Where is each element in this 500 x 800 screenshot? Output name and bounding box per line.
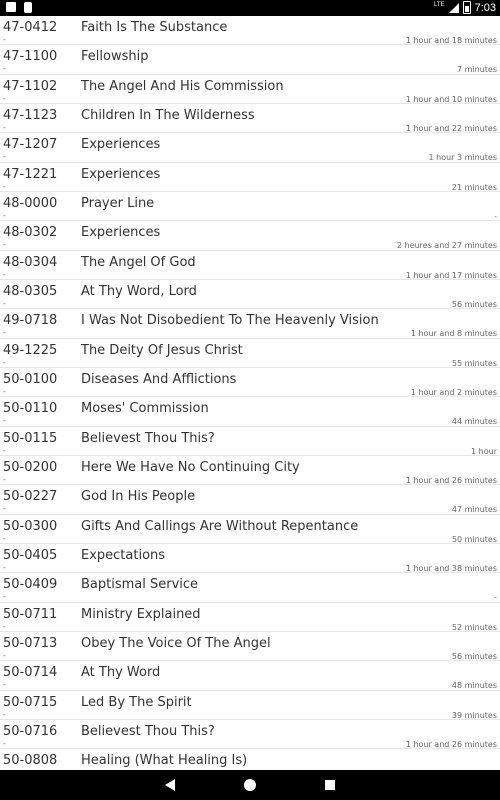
list-item[interactable] — [0, 485, 500, 514]
item-duration: 1 hour and 38 minutes — [405, 563, 497, 573]
list-item[interactable] — [0, 544, 500, 573]
item-code: 50-0110 — [3, 401, 58, 417]
list-item[interactable] — [0, 104, 500, 133]
item-code: 49-1225 — [3, 342, 58, 358]
item-duration: 1 hour and 8 minutes — [410, 329, 497, 339]
item-title: The Deity Of Jesus Christ — [81, 342, 243, 358]
signal-icon — [449, 3, 459, 13]
item-code: 47-1123 — [3, 107, 58, 123]
list-item[interactable] — [0, 661, 500, 690]
item-title: Experiences — [81, 166, 161, 182]
item-duration: 1 hour and 26 minutes — [405, 739, 497, 749]
item-code: 48-0302 — [3, 225, 58, 241]
item-duration: - — [494, 593, 497, 603]
item-subtitle: - — [3, 621, 6, 631]
item-code: 50-0409 — [3, 577, 58, 593]
item-code: 47-0412 — [3, 20, 58, 35]
item-duration: 1 hour and 22 minutes — [405, 123, 497, 133]
list-item[interactable] — [0, 632, 500, 661]
item-duration: 1 hour and 26 minutes — [405, 475, 497, 485]
item-duration: 50 minutes — [451, 534, 497, 544]
list-item[interactable] — [0, 309, 500, 338]
status-bar — [0, 0, 500, 16]
item-subtitle: - — [3, 445, 6, 455]
item-subtitle: - — [3, 93, 6, 103]
item-code: 50-0100 — [3, 371, 58, 387]
item-subtitle: - — [3, 709, 6, 719]
item-code: 47-1221 — [3, 166, 58, 182]
list-item[interactable] — [0, 427, 500, 456]
item-subtitle: - — [3, 269, 6, 279]
item-subtitle: - — [3, 562, 6, 572]
list-item[interactable] — [0, 192, 500, 221]
item-title: Moses' Commission — [81, 401, 209, 417]
item-title: At Thy Word, Lord — [81, 283, 197, 299]
item-subtitle: - — [3, 533, 6, 543]
item-duration: 44 minutes — [451, 417, 497, 427]
item-code: 50-0405 — [3, 547, 58, 563]
item-subtitle: - — [3, 357, 6, 367]
item-duration: 55 minutes — [451, 358, 497, 368]
item-title: The Angel Of God — [81, 254, 196, 270]
item-title: Believest Thou This? — [81, 723, 215, 739]
item-code: 47-1102 — [3, 78, 58, 94]
item-duration: 1 hour — [471, 446, 497, 456]
item-code: 50-0713 — [3, 635, 58, 651]
status-right — [434, 1, 496, 14]
item-code: 50-0227 — [3, 489, 58, 505]
item-title: God In His People — [81, 489, 196, 505]
list-item[interactable] — [0, 280, 500, 309]
clock: 7:03 — [474, 1, 496, 14]
item-title: Gifts And Callings Are Without Repentance — [81, 518, 359, 534]
list-item[interactable] — [0, 368, 500, 397]
item-title: Children In The Wilderness — [81, 107, 255, 123]
item-code: 50-0711 — [3, 606, 58, 622]
item-duration: 48 minutes — [451, 681, 497, 691]
item-subtitle: - — [3, 738, 6, 748]
list-item[interactable] — [0, 163, 500, 192]
item-subtitle: - — [3, 298, 6, 308]
item-code: 50-0715 — [3, 694, 58, 710]
network-type: LTE — [434, 1, 445, 8]
item-subtitle: - — [3, 240, 6, 250]
item-code: 47-1207 — [3, 137, 58, 153]
item-duration: 47 minutes — [451, 505, 497, 515]
list-item[interactable] — [0, 221, 500, 250]
item-duration: 2 heures and 27 minutes — [396, 241, 497, 251]
item-duration: 1 hour and 18 minutes — [405, 36, 497, 45]
item-subtitle: - — [3, 386, 6, 396]
item-subtitle: - — [3, 210, 6, 220]
item-code: 48-0305 — [3, 283, 58, 299]
back-icon[interactable] — [165, 779, 175, 791]
list-item[interactable] — [0, 75, 500, 104]
item-title: Experiences — [81, 137, 161, 153]
item-code: 48-0304 — [3, 254, 58, 270]
item-title: Here We Have No Continuing City — [81, 459, 300, 475]
item-subtitle: - — [3, 680, 6, 690]
notification-b-icon — [24, 2, 32, 13]
list-item[interactable] — [0, 691, 500, 720]
item-subtitle: - — [3, 504, 6, 514]
item-subtitle: - — [3, 474, 6, 484]
item-code: 50-0115 — [3, 430, 58, 446]
item-title: Prayer Line — [81, 195, 155, 211]
item-duration: 39 minutes — [451, 710, 497, 720]
item-title: At Thy Word — [81, 665, 161, 681]
item-duration: 1 hour and 17 minutes — [405, 270, 497, 280]
list-item[interactable] — [0, 133, 500, 162]
item-duration: 1 hour 3 minutes — [428, 153, 497, 163]
navigation-bar — [0, 770, 500, 800]
item-title: Healing (What Healing Is) — [81, 753, 248, 769]
item-duration: 21 minutes — [451, 182, 497, 192]
item-subtitle: - — [3, 416, 6, 426]
item-duration: 56 minutes — [451, 299, 497, 309]
item-title: Diseases And Afflictions — [81, 371, 237, 387]
item-subtitle: - — [3, 650, 6, 660]
list-item[interactable] — [0, 603, 500, 632]
item-code: 50-0200 — [3, 459, 58, 475]
item-duration: 7 minutes — [456, 65, 497, 75]
list-item[interactable] — [0, 515, 500, 544]
item-title: Obey The Voice Of The Angel — [81, 635, 271, 651]
item-title: Fellowship — [81, 49, 149, 65]
list-item[interactable] — [0, 456, 500, 485]
item-duration: - — [494, 211, 497, 221]
list-item[interactable] — [0, 339, 500, 368]
item-duration: 56 minutes — [451, 651, 497, 661]
item-code: 49-0718 — [3, 313, 58, 329]
list-item[interactable] — [0, 251, 500, 280]
item-subtitle: - — [3, 64, 6, 74]
item-title: Led By The Spirit — [81, 694, 192, 710]
item-title: I Was Not Disobedient To The Heavenly Vision — [81, 313, 379, 329]
item-code: 50-0808 — [3, 753, 58, 769]
battery-icon — [463, 1, 471, 14]
item-title: The Angel And His Commission — [81, 78, 284, 94]
item-title: Believest Thou This? — [81, 430, 215, 446]
item-subtitle: - — [3, 35, 6, 44]
notification-a-icon — [6, 2, 16, 12]
item-duration: 1 hour and 2 minutes — [410, 387, 497, 397]
item-title: Faith Is The Substance — [81, 20, 228, 35]
list-item[interactable] — [0, 397, 500, 426]
item-code: 48-0000 — [3, 195, 58, 211]
item-subtitle: - — [3, 181, 6, 191]
list-item[interactable] — [0, 749, 500, 770]
item-code: 50-0716 — [3, 723, 58, 739]
item-title: Ministry Explained — [81, 606, 201, 622]
item-duration: 1 hour and 10 minutes — [405, 94, 497, 104]
item-subtitle: - — [3, 328, 6, 338]
list-item[interactable] — [0, 45, 500, 74]
list-item[interactable] — [0, 16, 500, 45]
item-title: Expectations — [81, 547, 166, 563]
status-left — [6, 2, 32, 13]
item-code: 50-0714 — [3, 665, 58, 681]
list-item[interactable] — [0, 720, 500, 749]
list-item[interactable] — [0, 573, 500, 602]
item-subtitle: - — [3, 152, 6, 162]
home-icon[interactable] — [244, 779, 256, 791]
item-subtitle: - — [3, 122, 6, 132]
sermon-list[interactable] — [0, 16, 500, 770]
item-code: 47-1100 — [3, 49, 58, 65]
item-subtitle: - — [3, 592, 6, 602]
item-title: Experiences — [81, 225, 161, 241]
item-code: 50-0300 — [3, 518, 58, 534]
item-duration: 52 minutes — [451, 622, 497, 632]
recents-icon[interactable] — [325, 780, 335, 790]
item-title: Baptismal Service — [81, 577, 199, 593]
